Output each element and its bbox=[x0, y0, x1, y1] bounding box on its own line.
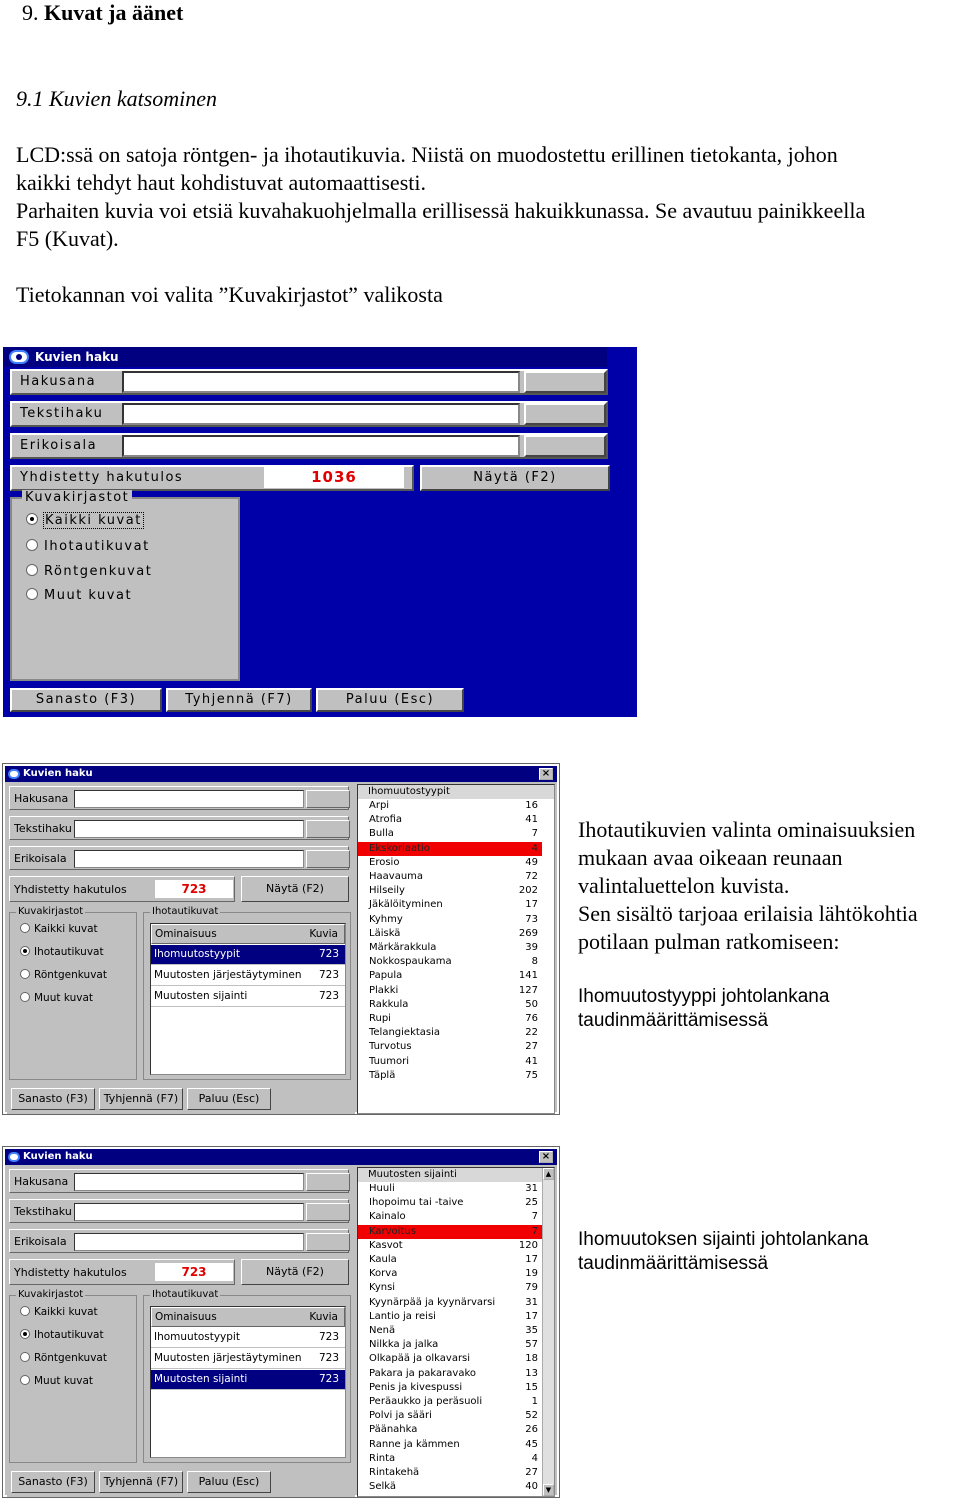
intro-line: F5 (Kuvat). bbox=[16, 226, 119, 251]
row-count: 723 bbox=[318, 948, 339, 960]
list-item-name: Tuumori bbox=[369, 1055, 410, 1067]
list-item-count: 8 bbox=[531, 956, 538, 968]
database-line: Tietokannan voi valita ”Kuvakirjastot” valikosta bbox=[16, 282, 443, 307]
caption-skin-change-type bbox=[578, 985, 829, 1033]
search-panel bbox=[7, 784, 355, 1114]
text-search-button[interactable] bbox=[524, 403, 606, 425]
list-item-count: 41 bbox=[525, 814, 538, 826]
list-item[interactable] bbox=[358, 969, 542, 983]
list-item[interactable] bbox=[358, 1210, 542, 1224]
text-search-label: Tekstihaku bbox=[20, 406, 104, 421]
list-item[interactable] bbox=[358, 1012, 542, 1026]
library-group bbox=[9, 906, 137, 1080]
list-item-name: Korva bbox=[369, 1268, 398, 1280]
radio-dermatology-images[interactable] bbox=[20, 1329, 104, 1341]
list-item-name: Selkä bbox=[369, 1481, 397, 1493]
image-search-window-location bbox=[3, 1147, 559, 1497]
list-item-count: 31 bbox=[525, 1183, 538, 1194]
list-item[interactable] bbox=[358, 1452, 542, 1466]
list-item-name: Arpi bbox=[369, 800, 390, 811]
combined-result-label: Yhdistetty hakutulos bbox=[9, 876, 235, 902]
scroll-up-arrow-icon[interactable]: ▲ bbox=[543, 1168, 554, 1180]
radio-icon bbox=[20, 1352, 30, 1362]
list-item-count: 27 bbox=[525, 1467, 538, 1478]
caption-line: Sen sisältö tarjoaa erilaisia lähtökohtia bbox=[578, 901, 918, 926]
search-word-button[interactable] bbox=[306, 1173, 350, 1191]
radio-icon bbox=[26, 564, 38, 576]
specialty-label: Erikoisala bbox=[20, 438, 98, 453]
table-row[interactable] bbox=[151, 1349, 345, 1369]
dermatology-group-title: Ihotautikuvat bbox=[152, 1289, 219, 1300]
search-word-input[interactable] bbox=[122, 371, 520, 393]
library-group-title: Kuvakirjastot bbox=[22, 490, 132, 506]
caption-line: taudinmäärittämisessä bbox=[578, 1010, 769, 1031]
radio-label: Ihotautikuvat bbox=[34, 1329, 104, 1341]
list-item[interactable] bbox=[358, 1395, 542, 1409]
combined-result-count: 723 bbox=[155, 880, 233, 898]
list-item[interactable] bbox=[358, 941, 542, 955]
list-item-name: Rakkula bbox=[369, 998, 409, 1010]
list-item[interactable] bbox=[358, 813, 542, 827]
skin-change-type-list[interactable] bbox=[357, 784, 555, 1114]
specialty-input[interactable] bbox=[74, 1233, 304, 1251]
list-item[interactable] bbox=[358, 1409, 542, 1423]
app-icon bbox=[8, 1152, 20, 1162]
combined-result-count: 1036 bbox=[264, 466, 404, 488]
text-search-input[interactable] bbox=[74, 820, 304, 838]
search-word-label: Hakusana bbox=[14, 1175, 69, 1188]
torn-edge bbox=[607, 347, 637, 717]
list-scrollbar[interactable] bbox=[542, 1168, 554, 1496]
image-search-window-dermatology bbox=[3, 764, 559, 1114]
table-row[interactable] bbox=[151, 987, 345, 1007]
list-item[interactable] bbox=[358, 1026, 542, 1040]
specialty-button[interactable] bbox=[524, 435, 606, 457]
list-item[interactable] bbox=[358, 1196, 542, 1210]
list-item-count: 17 bbox=[525, 1254, 538, 1265]
clear-button[interactable]: Tyhjennä (F7) bbox=[99, 1471, 183, 1493]
list-item-name: Nilkka ja jalka bbox=[369, 1339, 439, 1351]
list-item-name: Papula bbox=[369, 970, 403, 982]
row-count: 723 bbox=[318, 1331, 339, 1343]
list-item[interactable] bbox=[358, 799, 542, 813]
text-search-row bbox=[9, 816, 349, 840]
list-item[interactable] bbox=[358, 1296, 542, 1310]
text-search-row bbox=[9, 1199, 349, 1223]
library-group bbox=[10, 490, 240, 681]
list-item-count: 45 bbox=[525, 1438, 538, 1450]
close-icon[interactable]: × bbox=[539, 1151, 553, 1163]
list-item-count: 4 bbox=[531, 1452, 538, 1464]
radio-icon bbox=[26, 588, 38, 600]
list-item-count: 16 bbox=[525, 800, 538, 811]
text-search-button[interactable] bbox=[306, 1203, 350, 1221]
list-item[interactable] bbox=[358, 898, 542, 912]
list-item-name: Kasvot bbox=[369, 1239, 403, 1251]
list-item-name: Peräaukko ja peräsuoli bbox=[369, 1396, 483, 1407]
glossary-button[interactable]: Sanasto (F3) bbox=[11, 1088, 95, 1110]
caption-line: potilaan pulman ratkomiseen: bbox=[578, 929, 840, 954]
list-item[interactable] bbox=[358, 1466, 542, 1480]
list-item-count: 202 bbox=[518, 885, 538, 897]
row-name: Muutosten sijainti bbox=[154, 1373, 248, 1385]
list-item[interactable] bbox=[358, 1367, 542, 1381]
combined-result-row bbox=[9, 876, 349, 902]
radio-all-images[interactable] bbox=[20, 1306, 98, 1318]
list-item[interactable] bbox=[358, 1324, 542, 1338]
library-group bbox=[9, 1289, 137, 1463]
close-icon[interactable]: × bbox=[539, 768, 553, 780]
header-count: Kuvia bbox=[309, 928, 338, 940]
caption-line: taudinmäärittämisessä bbox=[578, 1253, 769, 1274]
list-item-name: Rinta bbox=[369, 1452, 396, 1464]
list-item[interactable] bbox=[358, 856, 542, 870]
radio-icon bbox=[20, 923, 30, 933]
back-button[interactable]: Paluu (Esc) bbox=[316, 688, 464, 712]
chapter-heading bbox=[22, 0, 183, 26]
radio-selected-icon bbox=[20, 1329, 30, 1339]
search-panel bbox=[7, 1167, 355, 1497]
list-item-count: 27 bbox=[525, 1041, 538, 1053]
search-word-button[interactable] bbox=[524, 371, 606, 393]
list-item-count: 15 bbox=[525, 1381, 538, 1393]
search-word-label: Hakusana bbox=[20, 374, 97, 389]
glossary-button[interactable]: Sanasto (F3) bbox=[11, 1471, 95, 1493]
specialty-row bbox=[9, 1229, 349, 1253]
back-button[interactable]: Paluu (Esc) bbox=[187, 1471, 271, 1493]
list-item-count: 41 bbox=[525, 1055, 538, 1067]
list-item-count: 269 bbox=[518, 927, 538, 939]
list-item-name: Haavauma bbox=[369, 871, 424, 882]
list-item[interactable] bbox=[358, 1352, 542, 1366]
search-word-button[interactable] bbox=[306, 790, 350, 808]
list-item-name: Märkärakkula bbox=[369, 942, 437, 953]
list-item-count: 19 bbox=[525, 1268, 538, 1280]
list-item-count: 7 bbox=[531, 828, 538, 840]
radio-label: Ihotautikuvat bbox=[34, 946, 104, 958]
list-item-count: 141 bbox=[518, 970, 538, 982]
list-item-name: Bulla bbox=[369, 828, 394, 840]
list-item[interactable] bbox=[358, 913, 542, 927]
scroll-down-arrow-icon[interactable]: ▼ bbox=[543, 1484, 554, 1496]
show-button[interactable]: Näytä (F2) bbox=[420, 465, 610, 491]
radio-dermatology-images[interactable] bbox=[20, 946, 104, 958]
header-property: Ominaisuus bbox=[155, 928, 217, 940]
list-item-name: Läiskä bbox=[369, 927, 401, 939]
list-item[interactable] bbox=[358, 1281, 542, 1295]
list-item-name: Kyynärpää ja kyynärvarsi bbox=[369, 1296, 496, 1308]
dermatology-group bbox=[143, 906, 351, 1080]
radio-icon bbox=[26, 539, 38, 551]
text-search-button[interactable] bbox=[306, 820, 350, 838]
caption-line: Ihomuutostyyppi johtolankana bbox=[578, 986, 830, 1007]
radio-label: Kaikki kuvat bbox=[45, 513, 142, 528]
search-word-row bbox=[9, 786, 349, 810]
radio-other-images[interactable] bbox=[20, 1375, 93, 1387]
list-item-name: Kyhmy bbox=[369, 913, 403, 925]
list-item[interactable] bbox=[358, 984, 542, 998]
radio-label: Ihotautikuvat bbox=[44, 539, 150, 554]
list-title: Muutosten sijainti bbox=[358, 1168, 554, 1182]
radio-dermatology-images[interactable] bbox=[26, 539, 150, 555]
app-icon bbox=[9, 350, 29, 364]
list-item-count: 35 bbox=[525, 1325, 538, 1336]
list-item[interactable] bbox=[358, 1253, 542, 1267]
list-item-name: Telangiektasia bbox=[369, 1027, 441, 1039]
intro-line: Parhaiten kuvia voi etsiä kuvahakuohjelmalla erillisessä hakuikkunassa. Se avautuu painikkeella bbox=[16, 198, 866, 223]
specialty-button[interactable] bbox=[306, 1233, 350, 1251]
row-name: Ihomuutostyypit bbox=[154, 948, 240, 960]
list-item-name: Pakara ja pakaravako bbox=[369, 1367, 477, 1379]
library-group-title: Kuvakirjastot bbox=[18, 1289, 84, 1300]
list-item-name: Täplä bbox=[369, 1069, 396, 1081]
list-item[interactable] bbox=[358, 1267, 542, 1281]
list-item-name: Jäkälöityminen bbox=[369, 899, 443, 911]
list-item-name: Kainalo bbox=[369, 1211, 406, 1223]
list-item-count: 25 bbox=[525, 1197, 538, 1209]
list-item-name: Turvotus bbox=[369, 1041, 412, 1053]
list-item[interactable] bbox=[358, 1040, 542, 1054]
row-count: 723 bbox=[318, 990, 339, 1002]
row-name: Muutosten sijainti bbox=[154, 990, 248, 1002]
list-item[interactable] bbox=[358, 1182, 542, 1196]
specialty-input[interactable] bbox=[74, 850, 304, 868]
radio-label: Röntgenkuvat bbox=[34, 1352, 107, 1364]
list-item[interactable] bbox=[358, 1381, 542, 1395]
list-item-name: Nenä bbox=[369, 1325, 396, 1336]
caption-line: valintaluettelon kuvista. bbox=[578, 873, 790, 898]
dermatology-group-title: Ihotautikuvat bbox=[152, 906, 219, 917]
list-item[interactable] bbox=[358, 1423, 542, 1437]
table-header bbox=[151, 924, 345, 944]
list-item-name: Kaula bbox=[369, 1254, 397, 1265]
list-item-name: Rupi bbox=[369, 1013, 391, 1024]
text-search-input[interactable] bbox=[74, 1203, 304, 1221]
list-item-name: Polvi ja sääri bbox=[369, 1410, 432, 1422]
window-titlebar bbox=[5, 766, 557, 782]
radio-other-images[interactable] bbox=[20, 992, 93, 1004]
table-row[interactable] bbox=[151, 1328, 345, 1348]
clear-button[interactable]: Tyhjennä (F7) bbox=[99, 1088, 183, 1110]
list-item-name: Nokkospaukama bbox=[369, 956, 452, 968]
radio-label: Muut kuvat bbox=[44, 588, 133, 603]
row-count: 723 bbox=[318, 1352, 339, 1364]
list-item-count: 17 bbox=[525, 899, 538, 911]
text-search-label: Tekstihaku bbox=[14, 822, 72, 835]
location-list[interactable] bbox=[357, 1167, 555, 1497]
table-row[interactable] bbox=[151, 945, 345, 965]
intro-line: LCD:ssä on satoja röntgen- ja ihotautikuvia. Niistä on muodostettu erillinen tietokanta, johon bbox=[16, 142, 838, 167]
list-item-count: 120 bbox=[518, 1239, 538, 1251]
database-paragraph bbox=[16, 281, 960, 309]
radio-selected-icon bbox=[20, 946, 30, 956]
clear-button[interactable]: Tyhjennä (F7) bbox=[166, 688, 312, 712]
search-word-input[interactable] bbox=[74, 1173, 304, 1191]
list-item-count: 127 bbox=[518, 984, 538, 996]
combined-result-row bbox=[9, 1259, 349, 1285]
app-icon bbox=[8, 769, 20, 779]
chapter-number: 9. bbox=[22, 0, 39, 25]
search-word-input[interactable] bbox=[74, 790, 304, 808]
search-word-label: Hakusana bbox=[14, 792, 69, 805]
table-row[interactable] bbox=[151, 966, 345, 986]
list-item-name: Penis ja kivespussi bbox=[369, 1381, 463, 1393]
window-title: Kuvien haku bbox=[35, 350, 119, 364]
list-item[interactable] bbox=[358, 955, 542, 969]
list-item-name: Erosio bbox=[369, 856, 400, 868]
header-count: Kuvia bbox=[309, 1311, 338, 1323]
list-title: Ihomuutostyypit bbox=[358, 785, 554, 799]
list-item-count: 1 bbox=[531, 1396, 538, 1407]
specialty-input[interactable] bbox=[122, 435, 520, 457]
radio-all-images[interactable] bbox=[20, 923, 98, 935]
window-title: Kuvien haku bbox=[23, 768, 93, 779]
window-titlebar bbox=[5, 1149, 557, 1165]
list-item-name: Karvoitus bbox=[369, 1225, 416, 1237]
list-item[interactable] bbox=[358, 998, 542, 1012]
row-count: 723 bbox=[318, 969, 339, 981]
radio-icon bbox=[20, 992, 30, 1002]
specialty-row bbox=[9, 846, 349, 870]
list-item-count: 22 bbox=[525, 1027, 538, 1039]
list-item-count: 17 bbox=[525, 1310, 538, 1322]
intro-paragraph bbox=[16, 141, 960, 253]
combined-result-label: Yhdistetty hakutulos bbox=[9, 1259, 235, 1285]
show-button[interactable]: Näytä (F2) bbox=[241, 1259, 349, 1285]
caption-line: Ihotautikuvien valinta ominaisuuksien bbox=[578, 817, 916, 842]
table-row[interactable] bbox=[151, 1370, 345, 1390]
row-name: Muutosten järjestäytyminen bbox=[154, 969, 302, 981]
list-item-count: 79 bbox=[525, 1282, 538, 1294]
list-item-count: 13 bbox=[525, 1367, 538, 1379]
list-item[interactable] bbox=[358, 1310, 542, 1324]
list-item[interactable] bbox=[358, 1338, 542, 1352]
list-item-name: Lantio ja reisi bbox=[369, 1310, 436, 1322]
combined-result-label: Yhdistetty hakutulos bbox=[20, 470, 184, 485]
radio-xray-images[interactable] bbox=[20, 969, 107, 981]
list-item-count: 49 bbox=[525, 856, 538, 868]
caption-location bbox=[578, 1228, 868, 1276]
back-button[interactable]: Paluu (Esc) bbox=[187, 1088, 271, 1110]
list-item-name: Hilseily bbox=[369, 885, 405, 897]
list-item[interactable] bbox=[358, 1225, 542, 1239]
header-property: Ominaisuus bbox=[155, 1311, 217, 1323]
window-title: Kuvien haku bbox=[23, 1151, 93, 1162]
property-table bbox=[150, 923, 346, 1075]
radio-label: Muut kuvat bbox=[34, 1375, 94, 1387]
list-item-count: 7 bbox=[531, 1225, 538, 1237]
list-item-name: Olkapää ja olkavarsi bbox=[369, 1353, 471, 1365]
list-item-name: Rintakehä bbox=[369, 1467, 420, 1478]
list-item-name: Kynsi bbox=[369, 1282, 396, 1294]
list-item-count: 7 bbox=[531, 1211, 538, 1223]
dermatology-group bbox=[143, 1289, 351, 1463]
section-heading: 9.1 Kuvien katsominen bbox=[16, 86, 218, 111]
radio-other-images[interactable] bbox=[26, 588, 132, 604]
list-item[interactable] bbox=[358, 870, 542, 884]
row-count: 723 bbox=[318, 1373, 339, 1385]
list-item-count: 75 bbox=[525, 1069, 538, 1081]
list-item-count: 72 bbox=[525, 871, 538, 882]
list-item-count: 18 bbox=[525, 1353, 538, 1365]
radio-icon bbox=[20, 1375, 30, 1385]
list-item-count: 4 bbox=[531, 842, 538, 854]
list-item[interactable] bbox=[358, 1239, 542, 1253]
row-name: Muutosten järjestäytyminen bbox=[154, 1352, 302, 1364]
text-search-input[interactable] bbox=[122, 403, 520, 425]
radio-label: Kaikki kuvat bbox=[34, 1306, 98, 1318]
caption-line: Ihomuutoksen sijainti johtolankana bbox=[578, 1229, 869, 1250]
list-item-count: 26 bbox=[525, 1424, 538, 1436]
specialty-button[interactable] bbox=[306, 850, 350, 868]
list-item[interactable] bbox=[358, 827, 542, 841]
list-item-name: Huuli bbox=[369, 1183, 395, 1194]
radio-all-images[interactable] bbox=[26, 513, 143, 529]
intro-line: kaikki tehdyt haut kohdistuvat automaattisesti. bbox=[16, 170, 426, 195]
list-item-count: 40 bbox=[525, 1481, 538, 1493]
property-table bbox=[150, 1306, 346, 1458]
list-item-count: 73 bbox=[525, 913, 538, 925]
search-word-row bbox=[9, 1169, 349, 1193]
list-item[interactable] bbox=[358, 884, 542, 898]
list-item-count: 52 bbox=[525, 1410, 538, 1422]
radio-xray-images[interactable] bbox=[20, 1352, 107, 1364]
caption-dermatology bbox=[578, 816, 918, 956]
radio-label: Röntgenkuvat bbox=[44, 564, 153, 579]
list-item-name: Plakki bbox=[369, 984, 399, 996]
list-item-count: 39 bbox=[525, 942, 538, 953]
specialty-label: Erikoisala bbox=[14, 852, 67, 865]
table-header bbox=[151, 1307, 345, 1327]
specialty-label: Erikoisala bbox=[14, 1235, 67, 1248]
window-titlebar bbox=[3, 347, 607, 367]
row-name: Ihomuutostyypit bbox=[154, 1331, 240, 1343]
list-item-name: Atrofia bbox=[369, 814, 403, 826]
radio-icon bbox=[20, 1306, 30, 1316]
list-item-name: Päänahka bbox=[369, 1424, 418, 1436]
chapter-title: Kuvat ja äänet bbox=[44, 0, 184, 25]
caption-line: mukaan avaa oikeaan reunaan bbox=[578, 845, 843, 870]
list-item-name: Ranne ja kämmen bbox=[369, 1438, 460, 1450]
radio-selected-icon bbox=[26, 513, 38, 525]
list-item[interactable] bbox=[358, 927, 542, 941]
list-item-name: Ekskoriaatio bbox=[369, 842, 430, 854]
combined-result-count: 723 bbox=[155, 1263, 233, 1281]
show-button[interactable]: Näytä (F2) bbox=[241, 876, 349, 902]
list-item[interactable] bbox=[358, 1069, 542, 1083]
list-item[interactable] bbox=[358, 842, 542, 856]
list-item-count: 31 bbox=[525, 1296, 538, 1308]
library-group-title: Kuvakirjastot bbox=[18, 906, 84, 917]
list-item[interactable] bbox=[358, 1480, 542, 1494]
text-search-label: Tekstihaku bbox=[14, 1205, 72, 1218]
list-item-count: 76 bbox=[525, 1013, 538, 1024]
list-item-count: 57 bbox=[525, 1339, 538, 1351]
radio-icon bbox=[20, 969, 30, 979]
list-item[interactable] bbox=[358, 1055, 542, 1069]
list-item-count: 50 bbox=[525, 998, 538, 1010]
radio-xray-images[interactable] bbox=[26, 564, 152, 580]
list-item-name: Ihopoimu tai -taive bbox=[369, 1197, 464, 1209]
list-item[interactable] bbox=[358, 1438, 542, 1452]
radio-label: Röntgenkuvat bbox=[34, 969, 107, 981]
glossary-button[interactable]: Sanasto (F3) bbox=[10, 688, 162, 712]
radio-label: Kaikki kuvat bbox=[34, 923, 98, 935]
radio-label: Muut kuvat bbox=[34, 992, 94, 1004]
